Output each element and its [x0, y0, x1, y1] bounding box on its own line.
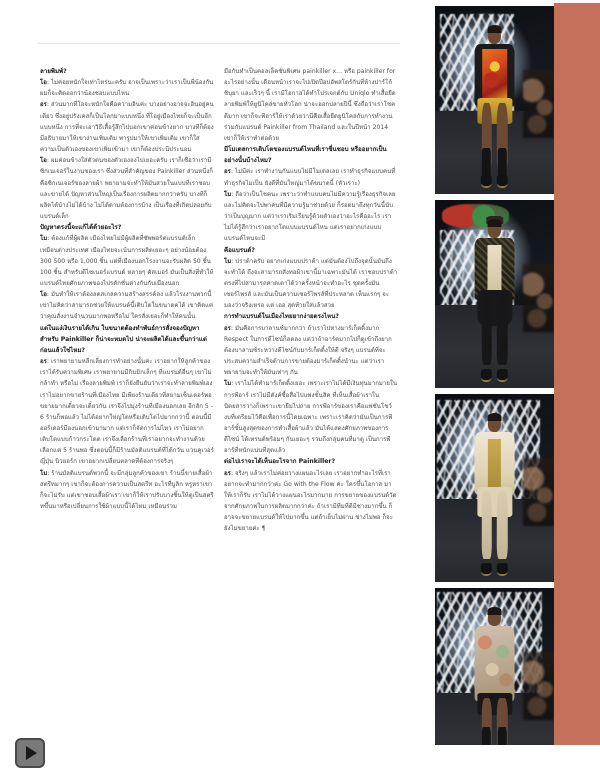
article-paragraph: [224, 256, 398, 312]
model-shoe-left: [481, 563, 492, 576]
speaker-label: อร: [224, 168, 231, 176]
speaker-label: โม: [224, 190, 232, 198]
speaker-label: อร: [224, 469, 231, 477]
model-figure: [474, 415, 514, 577]
article-question: มีโมเดลการเติบโตของแบรนด์ไหนที่เราชื่นชอบ หรืออยากเป็นอย่างนั้นบ้างไหม?: [224, 146, 387, 165]
article-paragraph: [40, 289, 214, 322]
article-paragraph: [224, 166, 398, 188]
player-bar: [0, 745, 600, 781]
model-hair: [487, 25, 502, 33]
paragraph-text: มือกันทำเป็นคอลเล็คชั่นพิเศษ painkiller x... หรือ painkiller for อะไรอย่างนั้น เดือนหน้าเราจะไปเปิดป๊อปอัพสโตร์กันที่ห้างปาร์โก้ ชิบุยา และเร็วๆ นี้ เรามีโอกาสได้ทำโปรเจกต์กับ Uniqlo ทำเสื้อยืดลายพิมพ์ให้ยูนิโคล่ขายทั่วโลก น่าจะออกปลายปีนี้ ซึ่งถือว่าเราโชคดีมาก เขาก็จะพีอาร์ให้เราด้วยว่านี่คือเสื้อยืดยูนิโคล่กับการทำงานร่วมกับแบรนด์ Painkiller from Thailand และในปีหน้า 2014 เขาก็ให้เราทำต่อด้วย: [224, 68, 396, 142]
model-shirt: [474, 626, 514, 700]
speaker-label: อร: [40, 358, 47, 366]
model-leg-right: [497, 297, 508, 365]
article-paragraph: [224, 378, 398, 456]
paragraph-text: : มันคือการบาลานซ์มากกว่า ถ้าเราไปทางมาร์เก็ตติ้งมาก Respect ในการดีไซน์ก็ลดลง แต่ว่าถ้าอาร์ตมากไปก็ดูเข้าถึงยาก ต้องบาลานซ์ระหว่างดีไซน์กับมาร์เก็ตติ้งให้ดี จริงๆ แบรนด์ที่จะประสบความสำเร็จด้านการขายต้องมาร์เก็ตติ้งนำนะ แต่ว่าเราพยายามจะทำให้มันเท่าๆ กัน: [224, 324, 392, 377]
article-question: ลายพิมพ์?: [40, 68, 67, 75]
audience: [523, 70, 554, 138]
audience: [523, 458, 554, 526]
graphic-print: [482, 49, 507, 99]
audience: [523, 652, 554, 720]
speaker-label: โม: [40, 469, 48, 477]
model-figure: [474, 27, 514, 189]
article-column-right: [224, 66, 398, 535]
article-paragraph: [224, 189, 398, 245]
model-figure: [474, 221, 514, 383]
audience: [523, 264, 554, 332]
speaker-label: โม: [40, 235, 48, 243]
runway-look-3[interactable]: [435, 394, 554, 582]
paragraph-text: : ถือว่าเป็นโชคนะ เพราะว่าทำแบบคนไม่มีความรู้เรื่องธุรกิจเลย และไม่คิดจะไปพาคนที่มีความรู้มาช่วยด้วย ก็รอดมาถึงทุกวันนี้นับว่าเป็นบุญมาก แต่ว่าเราเริ่มเรียนรู้ด้วยตัวเองว่าอะไรคืออะไร เราไม่ได้รู้สึกว่าเราอยากโตแบบแบรนด์ไหน แต่เราอยากเก่งแบบแบรนด์ไหนจะมี: [224, 190, 396, 243]
article-question: การทำแบรนด์ในเมืองไทยยากง่ายตรงไหน?: [224, 313, 339, 321]
model-leg-left: [482, 297, 493, 365]
paragraph-text: : ผมค่อนข้างใส่ตัวตนของตัวเองลงไปเยอะครับ เราก็เชื่อว่าเรามีซิกเนเจอร์ในงานของเรา ซึ่งส่วนที่สำคัญของ Painkiller ส่วนหนึ่งก็คือซิกเนเจอร์ของลายผ้า พยายามจะทำให้มันสวยในแบบที่เราชอบ และขายได้ ปัญหาส่วนใหญ่เป็นเรื่องการผลิตมากกว่าครับ บางทีก็ผลิตได้บ้างไม่ได้บ้าง ไม่ได้ตามต้องการบ้าง เป็นเรื่องที่เกิดปลอยกับแบรนด์เล็ก: [40, 157, 213, 221]
model-hair: [487, 413, 502, 421]
paragraph-text: : เราไม่ได้ทำมาร์เก็ตติ้งเยอะ เพราะเราไม่ได้มีเงินทุนมากมายในการพีอาร์ เราไม่มีตังค์ซื้อสื่อไปแพ่งขั้นสิค ที่เห็นเสื้อผ้าเราในนิตยสารวางก็เพราะเขายืมไปถ่าย การพีอาร์ของเราคือแฟชั่นโชว์ งบที่เตรียมไว้คือเพื่อการนี้โดยเฉพาะ เพราะเราคิดว่ามันเป็นการพีอาร์ขั้นสูงสุดของการทำเสื้อผ้าแล้ว มันได้แสดงศักยภาพของการดีไซน์ ได้เทรนด์พร้อมๆ กันเยอะๆ รวมถึงกลุ่มคนที่มาดู เป็นการพีอาร์ที่หนักแน่นที่สุดแล้ว: [224, 380, 398, 455]
speaker-label: โอ: [40, 79, 47, 87]
paragraph-text: : ส่วนมากที่โอจะหนักใจคือความอินค่ะ บางอย่างอาจจะอินอยู่คนเดียว ซึ่งอยู่ปรังเคสก็เป็นโลกมาแบบหนึ่ง ที่โอยู่เมืองไทยก็จะเป็นอีกแบบหนึ่ง การที่จะเอาวิธีเสื้อรู้สึกไปบอกเขาค่อนข้างยาก บางทีก็ต้องมีอธิบายมาให้เขาง่านเพิ่มเติม พารูปมาให้เขาเพิ่มเติม เขาก็ใส่ความเป็นตัวเองของเขาเพิ่มเข้ามา เขาก็ต้องประนีประนอม: [40, 101, 214, 154]
model-sock-right: [498, 148, 507, 177]
model-shoe-left: [481, 369, 492, 382]
accent-strip: [554, 0, 600, 781]
play-triangle-icon: [26, 746, 37, 760]
paragraph-text: : เราพยายามหลีกเลี่ยงการทำอย่างนั้นค่ะ เราอยากให้ลูกค้าของเราได้รับความพิเศษ เราพยายามมีกิมมิกเล็กๆ ที่แบรนด์อื่นๆ เขาไม่กล้าทำ หรือไม่ เรื่องลายพิมพ์ เราก็ยังยืนยันว่าเราจะทำลายพิมพ์เอง เราไม่อยากขายร้านที่เมืองไทย มีเพียงร้านเดียวที่สยามเซ็นเตอร์พอ ขยายมากเดี๋ยวจะเดี๋ยวกัน เราจึงไปมุ่งร้านที่เมืองนอกเลย อีกสัก 5 - 6 ร้านก็พอแล้ว ไม่ได้อยากใหญ่โตหรือเติบโตไปมากกว่านี้ ตอนนี้มีออร์เดอร์มีองนอกเข้ามามาก แต่เราก็จัดการไม่ไหว เราไม่อยากเติบโตแบบก้าวกระโดด เราจึงเลือกร้านที่เราอยากจะทำงานด้วย เลือกแค่ 5 ร้านพอ ซึ่งตอนนี้ก็มีร้านมัลติแบรนด์ที่ได้กวัน แวนคูเวอร์ ญี่ปุ่น นิวยอร์ก เขาอยากเปลี่ยนตลาดที่ต้องการจริงๆ: [40, 358, 214, 466]
runway-look-2[interactable]: [435, 200, 554, 388]
model-vest: [488, 439, 502, 492]
article-paragraph: [40, 356, 214, 468]
speaker-label: อร: [40, 101, 47, 109]
model-leg-right: [497, 491, 508, 559]
article-paragraph: [40, 77, 214, 99]
speaker-label: โม: [224, 380, 232, 388]
paragraph-text: : จริงๆ แล้วเราไม่ค่อยวางแผนอะไรเลย เราอยากทำอะไรที่เราอยากจะทำมากกว่าค่ะ Go with the Flow ค่ะ ใครขึ้นโอกาส มาให้เราก็รับ เราไม่ได้วางแผนอะไรมากมาย การขยายของแบรนด์วัดจากศักยภาพในการผลิตมากกว่าค่ะ ถ้าเรามีทีมที่ดีมีช่างมากขึ้น ก็อาจจะขยายแบรนด์ให้ไปมากขึ้น แต่ถ้าเย็บไม่ผ่าน ช่างไม่พอ ก็จะยังไม่ขยายค่ะ ¶: [224, 469, 397, 533]
article-paragraph: [40, 233, 214, 289]
speaker-label: โอ: [40, 291, 47, 299]
paragraph-text: : มันทำให้เราต้องลดสเกลความสร้างสรรค์ลง แล้วโรงงานพวกนี้เขาไม่คิดว่าสามารถช่วยให้แบรนด์นี้เติบโตในขนาดคได้ เขาคิดแค่ว่าคุณสั่งงานจำนวนมากพอหรือไม่ ใครสั่งเยอะก็ทำให้คนนั้น: [40, 291, 214, 321]
article-column-left: [40, 66, 214, 512]
paragraph-text: : ร้านมัลติแบรนด์พวกนี้ จะมีกลุ่มลูกค้าของเขา ร้านนี้ขายเสื้อผ้าสตรีทมากๆ เขาก็จะต้องการความเป็นสตรีท อะไรที่บูลิก หรูหราเขาก็จะไม่รับ แต่เขาชอบเสื้อผ้าเรา เขาก็ให้เราปรับบางชิ้นให้ดูเป็นสตรีทขึ้นมาหรือเปลี่ยนการใช้ผ้าแบบนี้ได้ไหม เหมือนร่วม: [40, 469, 214, 511]
model-sock-left: [482, 148, 491, 177]
article-question: คือแบรนด์?: [224, 246, 255, 254]
article-paragraph: [224, 323, 398, 379]
article-paragraph: [224, 468, 398, 535]
paragraph-text: : ปราด้าครับ อยากเก่งแบบปราด้า แต่มันต้องไปถึงจุดนั้นมันถึงจะทำได้ ถึงจะสามารถสั่งทอผ้าเขานี้มาเฉพาะมันได้ เราชอบปราด้าตรงที่ไปสามารถคาดเดาได้ว่าครั้งหน้าจะทำอะไร ชุดครั้งมันเซอร์ไพรส์ และมันเป็นความเซอร์ไพรส์ที่ประหลาด เห็นแรกๆ จะมองว่าจริงเหรอ แต่ เออ สุดท้ายใส่แล้วสวย: [224, 257, 398, 310]
model-shoe-left: [481, 175, 492, 188]
runway-look-1[interactable]: [435, 6, 554, 194]
top-divider: [38, 43, 400, 44]
article-question: ปัญหาตรงนี้จะแก้ได้ด้วยอะไร?: [40, 224, 122, 232]
photo-column: [435, 0, 554, 781]
article-paragraph: [40, 155, 214, 222]
speaker-label: โอ: [40, 157, 47, 165]
article-question: แต่ในแง่เงินรายได้เกิน ในขนาดต้องทำพันธ์การสั่งจองปัญหาสำหรับ Painkiller ก็น่าจะหมดไป น่าจะผลิตได้และขึ้นกว่าแต่ก่อนแล้วใช่ไหม?: [40, 324, 207, 354]
model-hair: [487, 219, 502, 227]
article-question: ต่อไปเราจะได้เห็นอะไรจาก Painkiller?: [224, 458, 336, 466]
article-paragraph: [224, 66, 398, 144]
play-button[interactable]: [15, 738, 45, 768]
article-paragraph: [40, 468, 214, 513]
model-hair: [487, 607, 502, 615]
model-shoe-right: [497, 563, 508, 576]
speaker-label: อร: [224, 324, 231, 332]
paragraph-text: : ไม่มีค่ะ เราทำงานกันแบบไม่มีโมเดลเลย เราทำธุรกิจแบบคนที่ทำธุรกิจไม่เป็น ยังดีที่มันใหญ่มาได้ขนาดนี้ (หัวเราะ): [224, 168, 396, 187]
speaker-label: โม: [224, 257, 232, 265]
model-shoe-right: [497, 175, 508, 188]
paragraph-text: : ไม่ค่อยหนักใจเท่าไหร่นะครับ อาจเป็นเพราะว่าเราเป็นพี่น้องกัน ผมก็จะคิดออกว่าน้องชอบแบบไหน: [40, 79, 214, 98]
model-shoe-right: [497, 369, 508, 382]
strip-gap-top: [554, 0, 600, 3]
model-leg-left: [482, 491, 493, 559]
article-paragraph: [40, 99, 214, 155]
paragraph-text: : ต้องแก้ที่ผู้ผลิต เมืองไทยไม่มีผู้ผลิตที่ซัพพอร์ตแบรนด์เล็ก เหมือนต่างประเทศ เมืองไทยจะเน้นการผลิตเยอะๆ อย่างน้อยต้อง 300 500 หรือ 1,000 ชิ้น แต่ที่เมืองนอกโรงงานจะรับผลิต 50 ชิ้น 100 ชิ้น สำหรับดีไซเนอร์แบรนด์ หลายๆ คัสเมอร์ มันเป็นสิ่งที่ทำให้แบรนด์ไทยศักยภาพของไปรดักชั่นต่างกันกับเมืองนอก: [40, 235, 214, 287]
